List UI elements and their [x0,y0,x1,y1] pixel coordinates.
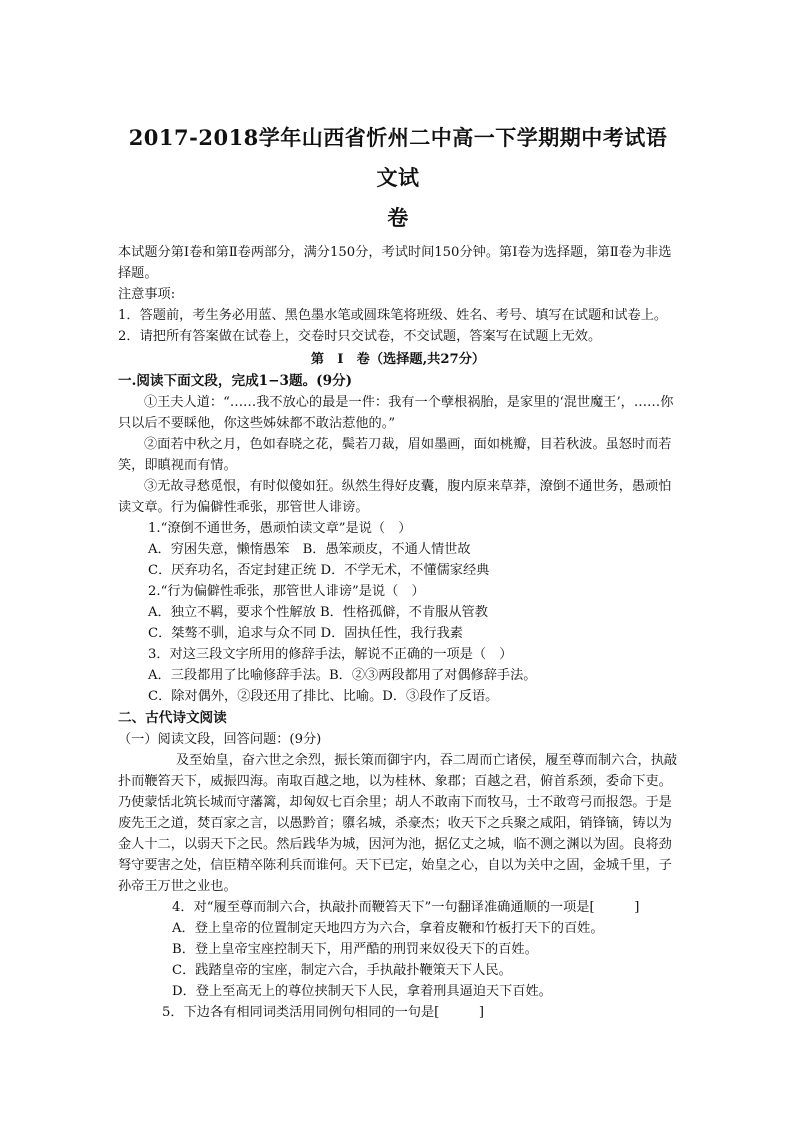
intro-paragraph: 本试题分第Ⅰ卷和第Ⅱ卷两部分，满分150分，考试时间150分钟。第Ⅰ卷为选择题，第Ⅱ卷为非选择题。 [118,245,672,281]
question-4-option-c: C．践踏皇帝的宝座，制定六合，手执敲扑鞭策天下人民。 [172,963,512,978]
question-3-option-cd: C．除对偶外，②段还用了排比、比喻。D．③段作了反语。 [148,689,499,704]
classical-passage: 及至始皇，奋六世之余烈，振长策而御宇内，吞二周而亡诸侯，履至尊而制六合，执敲扑而鞭笞天下，威振四海。南取百越之地，以为桂林、象郡；百越之君，俯首系颈，委命下吏。乃使蒙恬北筑长城而守藩篱，却匈奴七百余里；胡人不敢南下而牧马，士不敢弯弓而报怨。于是废先王之道，焚百家之言，以愚黔首；隳名城，杀豪杰；收天下之兵聚之咸阳，销锋镝，铸以为金人十二，以弱天下之民。然后践华为城，因河为池，据亿丈之城，临不测之渊以为固。良将劲弩守要害之处，信臣精卒陈利兵而谁何。天下已定，始皇之心，自以为关中之固，金城千里，子孙帝王万世之业也。 [118,753,678,894]
section-2 [118,707,678,1023]
question-1-option-ab: A．穷困失意，懒惰愚笨 B．愚笨顽皮，不通人情世故 [148,542,471,557]
question-4-option-d: D．登上至高无上的尊位挟制天下人民，拿着刑具逼迫天下百姓。 [172,984,552,999]
passage-paragraph-2: ②面若中秋之月，色如春晓之花，鬓若刀裁，眉如墨画，面如桃瓣，目若秋波。虽怒时而若笑，即瞋视而有情。 [118,437,672,473]
section-2-heading: 二、古代诗文阅读 [118,710,227,726]
notice-heading: 注意事项: [118,287,176,302]
passage-paragraph-1: ①王夫人道：“……我不放心的最是一件：我有一个孽根祸胎，是家里的‘混世魔王’，……你只以后不要睬他，你这些姊妹都不敢沾惹他的。” [118,395,674,431]
question-5: 5．下边各有相同词类活用同例句相同的一句是[ ] [162,1005,484,1020]
question-2: 2.“行为偏僻性乖张，那管世人诽谤”是说（ ） [148,584,425,599]
question-3: 3．对这三段文字所用的修辞手法，解说不正确的一项是（ ） [148,647,513,662]
question-2-option-ab: A．独立不羁，要求个性解放 B．性格孤僻，不肯服从管教 [148,605,488,620]
title-line-2: 卷 [387,205,409,230]
section-1-heading: 一.阅读下面文段，完成1−3题。(9分) [118,373,353,389]
document-page [118,0,678,1023]
section-2-subheading: （一）阅读文段，回答问题：(9分) [118,732,322,747]
notice-item-1: 1．答题前，考生务必用蓝、黑色墨水笔或圆珠笔将班级、姓名、考号、填写在试题和试卷上。 [118,308,668,323]
section-1 [118,370,678,707]
intro-block [118,242,678,347]
question-4: 4．对“履至尊而制六合，执敲扑而鞭笞天下”一句翻译准确通顺的一项是[ ] [172,900,640,915]
question-3-option-ab: A．三段都用了比喻修辞手法。B．②③两段都用了对偶修辞手法。 [148,668,537,683]
question-4-option-b: B．登上皇帝宝座控制天下，用严酷的刑罚来奴役天下的百姓。 [172,942,538,957]
question-4-option-a: A．登上皇帝的位置制定天地四方为六合，拿着皮鞭和竹板打天下的百姓。 [172,921,604,936]
question-2-option-cd: C．桀骜不驯，追求与众不同 D．固执任性，我行我素 [148,626,463,641]
document-title [118,118,678,238]
question-1-option-cd: C．厌弃功名，否定封建正统 D．不学无术，不懂儒家经典 [148,563,490,578]
notice-item-2: 2．请把所有答案做在试卷上，交卷时只交试卷，不交试题，答案写在试题上无效。 [118,329,602,344]
title-line-1: 2017-2018学年山西省忻州二中高一下学期期中考试语文试 [128,125,668,190]
volume-heading: 第 Ⅰ 卷（选择题,共27分） [310,352,486,367]
question-1: 1.“潦倒不通世务，愚顽怕读文章”是说（ ） [148,521,412,536]
passage-paragraph-3: ③无故寻愁觅恨，有时似傻如狂。纵然生得好皮囊，腹内原来草莽，潦倒不通世务，愚顽怕读文章。行为偏僻性乖张，那管世人诽谤。 [118,479,672,515]
